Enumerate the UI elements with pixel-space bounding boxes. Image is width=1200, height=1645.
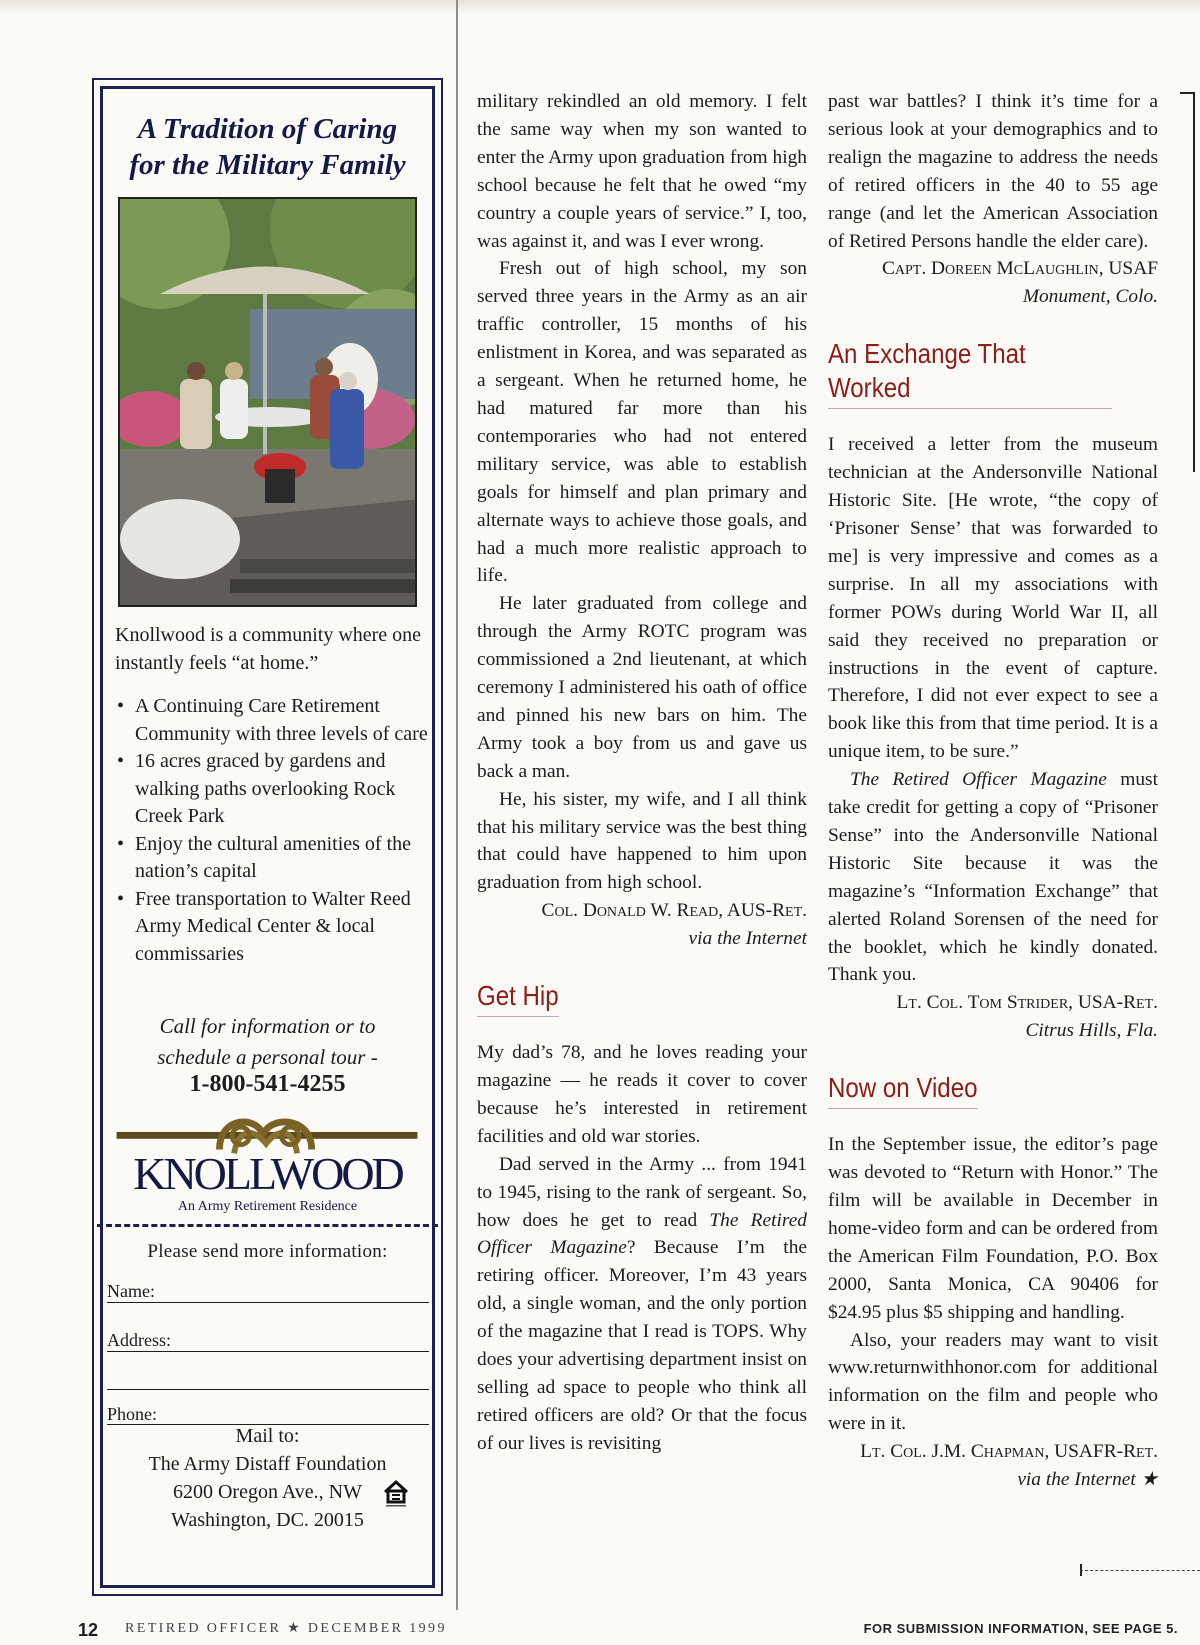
letter-paragraph: He, his sister, my wife, and I all think that his military service was the best thing that could have happened to him upon graduation from high school. [477, 788, 807, 894]
letter-signature: Col. Donald W. Read, AUS-Ret. [541, 900, 807, 922]
column-divider [456, 0, 458, 1610]
coupon-cut-line [97, 1224, 438, 1227]
letter-paragraph: I received a letter from the museum technician at the Andersonville National Historic Site. [He wrote, “the copy of ‘Prisoner Sense’ that was forwarded to me] is very impressive and comes as a surprise. In all my associations with former POWs during World War II, all said they received no preparation or instructions in the event of capture. Therefore, I did not ever expect to see a book like this from that time period. It is a unique item, to be sure.” [828, 434, 1158, 763]
letter-location: Monument, Colo. [1022, 286, 1158, 308]
letter-location: via the Internet [688, 928, 807, 950]
letter-signature: Lt. Col. J.M. Chapman, USAFR-Ret. [860, 1441, 1158, 1463]
magazine-footer: RETIRED OFFICER ★ DECEMBER 1999 [125, 1621, 447, 1636]
letter-location: Citrus Hills, Fla. [1025, 1020, 1158, 1042]
section-heading-exchange: An Exchange That Worked [828, 337, 1112, 409]
page-number: 12 [78, 1620, 99, 1640]
knollwood-tagline: An Army Retirement Residence [177, 1199, 358, 1214]
garden-photo-illustration [120, 199, 417, 607]
name-field-label: Name: [107, 1281, 155, 1301]
letter-paragraph: Dad served in the Army ... from 1941 to 1945, rising to the rank of sergeant. So, how does he get to read The Retired Officer Magazine? Because I’m the retiring officer. Moreover, I’m 43 years old, a single woman, and the only portion of the magazine that I read is TOPS. Why does your advertising department insist on selling ad space to people who think all retired officers are old? Or that the focus of our lives is revisiting [477, 1153, 807, 1454]
section-heading-video: Now on Video [828, 1071, 977, 1109]
list-item: • Enjoy the cultural amenities of the nation’s capital [115, 831, 435, 886]
equal-housing-icon [383, 1479, 409, 1509]
knollwood-wordmark: KNOLLWOOD [133, 1148, 402, 1199]
garden-patio-photo [118, 197, 417, 607]
ad-title: A Tradition of Caring for the Military Family [129, 113, 406, 181]
letter-paragraph: My dad’s 78, and he loves reading your magazine — he reads it cover to cover because he’s interested in retirement facilities and old war stories. [477, 1042, 807, 1147]
ad-intro-text: Knollwood is a community where one instantly feels “at home.” [115, 624, 422, 674]
address-field-line-2 [107, 1389, 429, 1390]
letter-paragraph: The Retired Officer Magazine must take credit for getting a copy of “Prisoner Sense” into the Andersonville National Historic Site because it was the magazine’s “Information Exchange” that alerted Roland Sorensen of the need for the booklet, which he kindly donated. Thank you. [828, 769, 1158, 986]
list-item: • A Continuing Care Retirement Community with three levels of care [115, 693, 435, 748]
letter-paragraph: past war battles? I think it’s time for a serious look at your demographics and to realign the magazine to address the needs of retired officers in the 40 to 55 age range (and let the American Association of Retired Persons handle the elder care). [828, 91, 1158, 252]
margin-rule [1080, 1570, 1200, 1571]
address-field-line [107, 1351, 429, 1352]
ad-feature-list [115, 693, 435, 968]
letter-paragraph: He later graduated from college and through the Army ROTC program was commissioned a 2nd lieutenant, at which ceremony I administered his oath of office and pinned his new bars on him. The Army took a boy from us and gave us back a man. [477, 593, 807, 782]
ad-phone-number: 1-800-541-4255 [189, 1071, 346, 1097]
phone-field-label: Phone: [107, 1404, 158, 1424]
submission-note: FOR SUBMISSION INFORMATION, SEE PAGE 5. [863, 1621, 1178, 1636]
letter-paragraph: Also, your readers may want to visit www.returnwithhonor.com for additional information on the film and people who were in it. [828, 1329, 1158, 1435]
section-heading-get-hip: Get Hip [477, 979, 559, 1017]
letter-signature: Lt. Col. Tom Strider, USA-Ret. [896, 992, 1158, 1014]
name-field-line [107, 1302, 429, 1303]
scan-shadow [0, 0, 1200, 14]
letter-signature: Capt. Doreen McLaughlin, USAF [881, 258, 1158, 280]
list-item: • Free transportation to Walter Reed Army Medical Center & local commissaries [115, 886, 435, 969]
coupon-heading: Please send more information: [147, 1241, 388, 1262]
address-field-label: Address: [107, 1330, 171, 1350]
letter-location: via the Internet ★ [1017, 1469, 1158, 1491]
letter-paragraph: In the September issue, the editor’s page was devoted to “Return with Honor.” The film will be available in December in home-video form and can be ordered from the American Film Foundation, P.O. Box 2000, Santa Monica, CA 90406 for $24.95 plus $5 shipping and handling. [828, 1134, 1158, 1323]
ad-call-to-action: Call for information or to schedule a personal tour - [157, 1014, 378, 1069]
letter-paragraph: Fresh out of high school, my son served three years in the Army as an air traffic controller, 15 months of his enlistment in Korea, and was separated as a sergeant. When he returned home, he had matured far more than his contemporaries who had not entered military service, was able to establish goals for himself and plan primary and alternate ways to achieve those goals, and had a much more realistic approach to life. [477, 258, 807, 587]
mailing-address: Mail to: The Army Distaff Foundation 6200 Oregon Ave., NW Washington, DC. 20015 [148, 1425, 387, 1531]
knollwood-advertisement [92, 78, 443, 1596]
letter-paragraph: military rekindled an old memory. I felt the same way when my son wanted to enter the Army upon graduation from high school because he felt that he owed “my country a couple years of service.” I, too, was against it, and was I ever wrong. [477, 91, 807, 252]
letters-column-1 [477, 88, 807, 1458]
list-item: • 16 acres graced by gardens and walking paths overlooking Rock Creek Park [115, 748, 435, 831]
letters-column-2 [828, 88, 1158, 1494]
ad-inner-frame [100, 86, 435, 1588]
margin-bracket [1180, 92, 1195, 472]
